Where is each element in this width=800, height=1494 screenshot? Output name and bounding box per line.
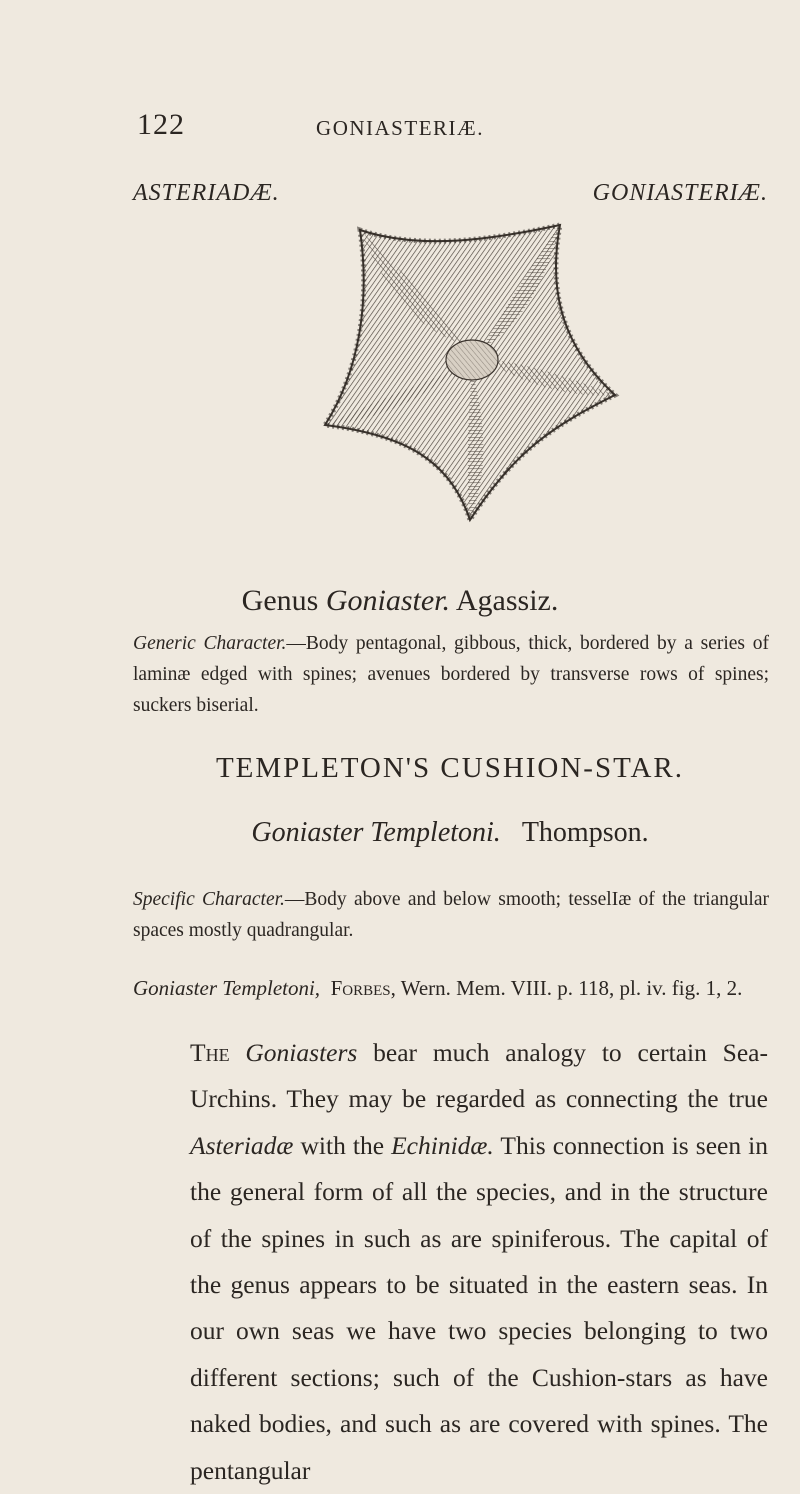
body-paragraph bbox=[190, 1030, 768, 1494]
running-head: GONIASTERIÆ. bbox=[316, 116, 484, 140]
species-latin-name: Goniaster Templetoni. bbox=[251, 817, 501, 848]
genus-heading bbox=[0, 584, 800, 618]
species-latin-line bbox=[0, 817, 800, 849]
reference-citation: Wern. Mem. VIII. p. 118, pl. iv. fig. 1, 2. bbox=[400, 976, 743, 1000]
generic-character-label: Generic Character. bbox=[133, 633, 287, 654]
genus-name: Goniaster. bbox=[325, 584, 450, 617]
reference-author: Forbes, bbox=[330, 976, 396, 1000]
specific-character-label: Specific Character. bbox=[133, 889, 285, 910]
reference-taxon: Goniaster Templetoni, bbox=[133, 976, 321, 1000]
specific-character bbox=[133, 884, 769, 946]
body-term-goniasters: Goniasters bbox=[229, 1038, 358, 1067]
species-author: Thompson. bbox=[521, 817, 649, 848]
page-number: 122 bbox=[137, 108, 185, 141]
species-common-name: TEMPLETON'S CUSHION-STAR. bbox=[215, 752, 685, 784]
starfish-engraving-icon bbox=[300, 220, 640, 560]
genus-author: Agassiz. bbox=[455, 584, 559, 617]
body-lead: The bbox=[190, 1038, 230, 1067]
genus-label: Genus bbox=[241, 584, 326, 617]
body-term-asteriadae: Asteriadæ bbox=[190, 1130, 294, 1160]
specific-character-text: —Body above and below smooth; tesselIæ of the triangular spaces mostly quadrangular. bbox=[133, 889, 769, 941]
body-text-3: with the bbox=[293, 1130, 392, 1160]
bibliographic-reference bbox=[133, 976, 742, 1001]
family-header-left: ASTERIADÆ. bbox=[133, 180, 280, 206]
family-header-right: GONIASTERIÆ. bbox=[592, 180, 768, 206]
generic-character-text: —Body pentagonal, gibbous, thick, bordered by a series of laminæ edged with spines; avenues bordered by transverse rows of spines; suckers biserial. bbox=[133, 633, 769, 716]
body-text-4: This connection is seen in the general form of all the species, and in the structure of the spines in such as are spiniferous. The capital of the genus appears to be situated in the eastern seas. In our own seas we have two species belonging to two different sections; such of the Cushion-stars as have naked bodies, and such as are covered with spines. The pentangular bbox=[190, 1130, 768, 1485]
body-text-2: bear much analogy to certain Sea-Urchins. They may be regarded as connecting the true bbox=[190, 1038, 768, 1114]
generic-character bbox=[133, 628, 769, 721]
body-term-echinidae: Echinidæ. bbox=[391, 1130, 494, 1160]
